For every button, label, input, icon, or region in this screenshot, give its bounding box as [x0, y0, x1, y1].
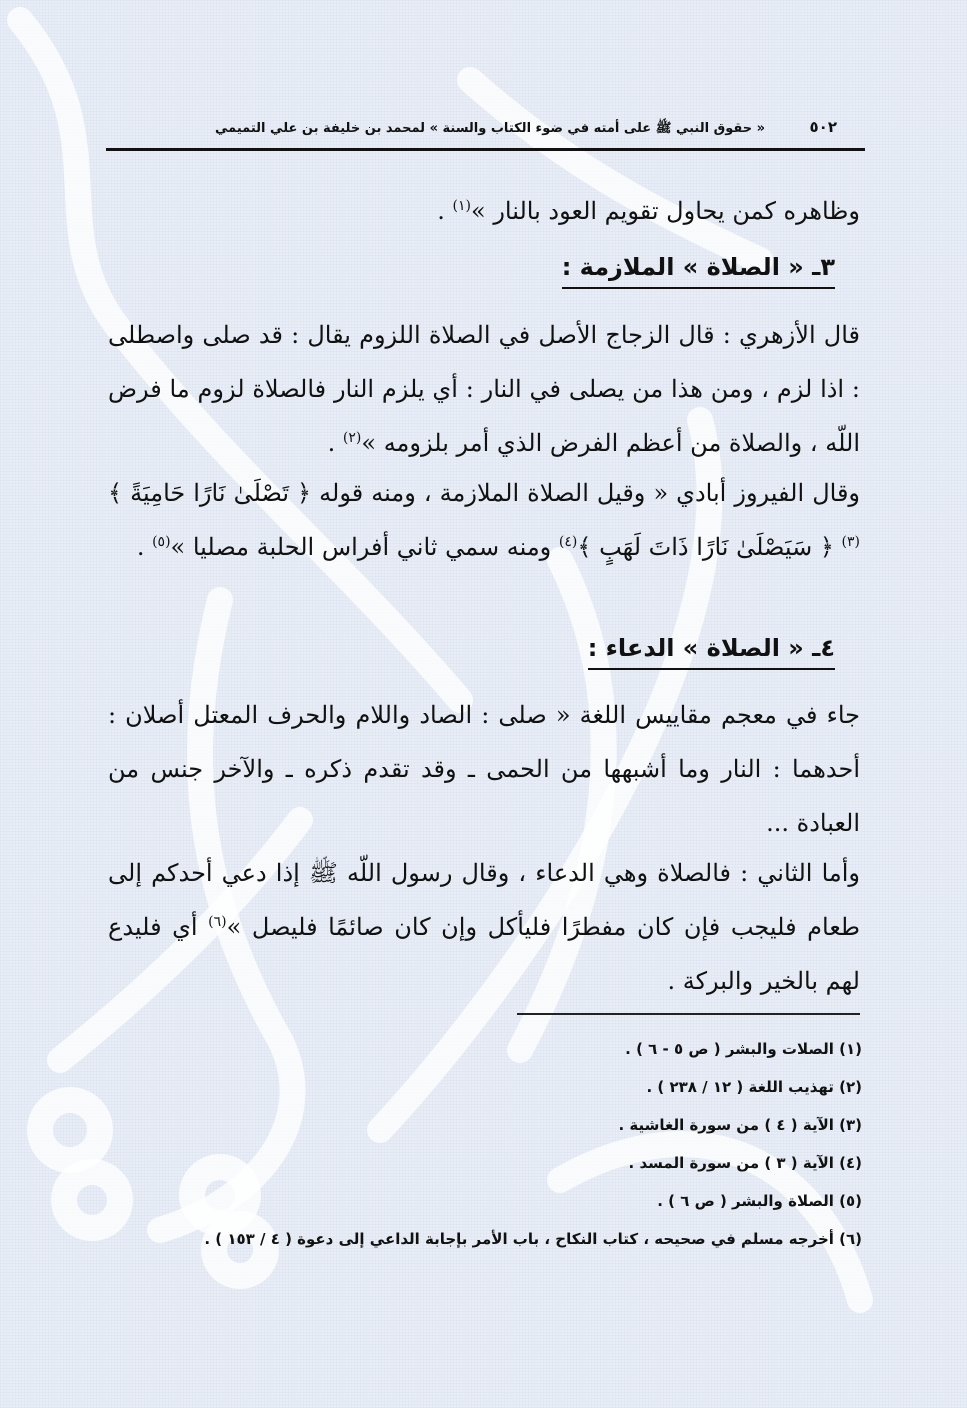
paragraph-maqayis: جاء في معجم مقاييس اللغة « صلى : الصاد واللام والحرف المعتل أصلان : أحدهما : النار وما أشبهها من الحمى ـ وقد تقدم ذكره ـ والآخر جنس من العبادة ...: [108, 701, 860, 837]
page-number: ٥٠٢: [809, 118, 837, 136]
footnotes: [100, 1030, 862, 1258]
footnote-ref-1[interactable]: (١): [452, 198, 472, 214]
footnote-1: (١) الصلات والبشر ( ص ٥ - ٦ ) .: [625, 1040, 862, 1058]
paragraph-fayruzabadi: وقال الفيروز أبادي « وقيل الصلاة الملازمة ، ومنه قوله ﴿ تَصْلَىٰ نَارًا حَامِيَةً ﴾$^{(٣)}$ ﴿ سَيَصْلَىٰ نَارًا ذَاتَ لَهَبٍ ﴾$^{(٤)}$ ومنه سمي ثاني أفراس الحلبة مصليا »$^{(٥)}$ .: [108, 479, 861, 561]
section-heading-4: ٤ـ « الصلاة » الدعاء :: [588, 634, 835, 670]
paragraph-continuation: وظاهره كمن يحاول تقويم العود بالنار »$^{(١)}$ .: [437, 197, 860, 225]
footnote-ref-4[interactable]: (٤): [558, 534, 578, 550]
page-header: [106, 114, 865, 151]
footnote-divider: [517, 1013, 860, 1015]
footnote-2: (٢) تهذيب اللغة ( ١٢ / ٢٣٨ ) .: [646, 1078, 862, 1096]
section-heading-3: ٣ـ « الصلاة » الملازمة :: [562, 253, 835, 289]
running-title: « حقوق النبي ﷺ على أمته في ضوء الكتاب والسنة » لمحمد بن خليفة بن علي التميمي: [214, 121, 765, 136]
footnote-ref-2[interactable]: (٢): [342, 430, 362, 446]
footnote-6: (٦) أخرجه مسلم في صحيحه ، كتاب النكاح ، باب الأمر بإجابة الداعي إلى دعوة ( ٤ / ١٥٣ ) .: [204, 1230, 862, 1248]
footnote-3: (٣) الآية ( ٤ ) من سورة الغاشية .: [618, 1116, 862, 1134]
footnote-ref-5[interactable]: (٥): [152, 534, 171, 550]
footnote-ref-3[interactable]: (٣): [841, 534, 860, 550]
footnote-5: (٥) الصلاة والبشر ( ص ٦ ) .: [657, 1192, 862, 1210]
paragraph-dua: وأما الثاني : فالصلاة وهي الدعاء ، وقال رسول اللّه ﷺ إذا دعي أحدكم إلى طعام فليجب فإن كان مفطرًا فليأكل وإن كان صائمًا فليصل »$^{(٦)}$ أي فليدع لهم بالخير والبركة .: [108, 859, 860, 995]
paragraph-azhari: قال الأزهري : قال الزجاج الأصل في الصلاة اللزوم يقال : قد صلى واصطلى : اذا لزم ، ومن هذا من يصلى في النار : أي يلزم النار فالصلاة لزوم ما فرض اللّه ، والصلاة من أعظم الفرض الذي أمر بلزومه »$^{(٢)}$ .: [108, 321, 860, 457]
footnote-ref-6[interactable]: (٦): [208, 914, 227, 930]
footnote-4: (٤) الآية ( ٣ ) من سورة المسد .: [628, 1154, 862, 1172]
